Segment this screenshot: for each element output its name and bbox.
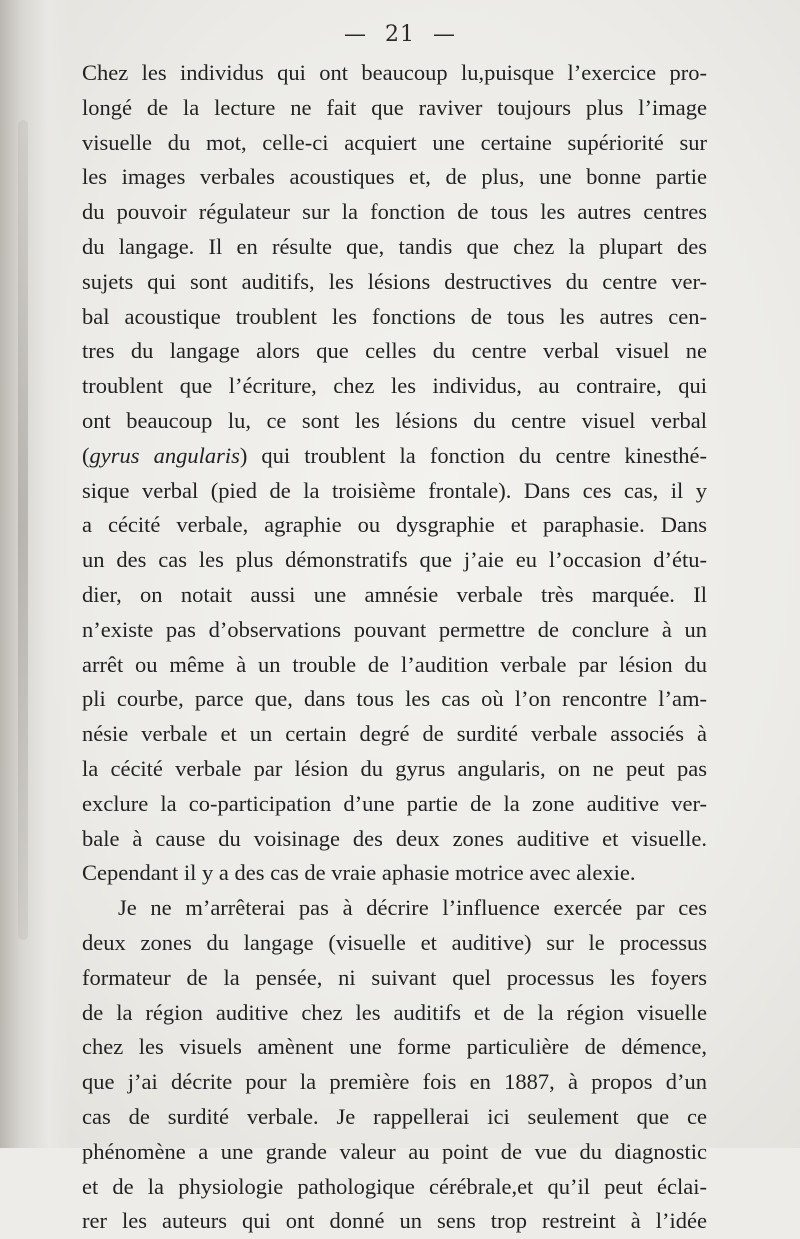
text-line: visuelle du mot, celle-ci acquiert une certaine supériorité sur xyxy=(82,129,707,155)
page-number-dash-left: — xyxy=(344,22,367,47)
text-line: du pouvoir régulateur sur la fonction de tous les autres centres xyxy=(82,199,707,225)
body-text xyxy=(82,56,707,1239)
text-line: troublent que l’écriture, chez les individus, au contraire, qui xyxy=(82,373,707,399)
text-line: les images verbales acoustiques et, de plus, une bonne partie xyxy=(82,164,707,190)
text-line: bale à cause du voisinage des deux zones auditive et visuelle. xyxy=(82,825,707,851)
text-line: de la région auditive chez les auditifs et de la région visuelle xyxy=(82,999,707,1025)
text-line: cas de surdité verbale. Je rappellerai ici seulement que ce xyxy=(82,1103,707,1129)
text-line: pli courbe, parce que, dans tous les cas où l’on rencontre l’am- xyxy=(82,686,707,712)
text-line: Cependant il y a des cas de vraie aphasie motrice avec alexie. xyxy=(82,860,636,886)
text-line: nésie verbale et un certain degré de surdité verbale associés à xyxy=(82,721,707,747)
text-line: deux zones du langage (visuelle et auditive) sur le processus xyxy=(82,929,707,955)
text-line: bal acoustique troublent les fonctions de tous les autres cen- xyxy=(82,303,707,329)
text-line: tres du langage alors que celles du centre verbal visuel ne xyxy=(82,338,707,364)
binding-strip xyxy=(18,120,28,940)
text-line: Je ne m’arrêterai pas à décrire l’influence exercée par ces xyxy=(118,895,707,921)
text-line: (gyrus angularis) qui troublent la fonction du centre kinesthé- xyxy=(82,442,708,468)
page-gutter-shadow xyxy=(0,0,70,1148)
page-number: 21 xyxy=(385,22,415,47)
text-line: sujets qui sont auditifs, les lésions destructives du centre ver- xyxy=(82,268,707,294)
text-line: a cécité verbale, agraphie ou dysgraphie et paraphasie. Dans xyxy=(82,512,707,538)
page-number-dash-right: — xyxy=(433,22,456,47)
text-line: dier, on notait aussi une amnésie verbale très marquée. Il xyxy=(82,581,707,607)
text-line: exclure la co-participation d’une partie de la zone auditive ver- xyxy=(82,790,707,816)
text-line: phénomène a une grande valeur au point de vue du diagnostic xyxy=(82,1138,707,1164)
text-line: chez les visuels amènent une forme particulière de démence, xyxy=(82,1034,707,1060)
text-line: un des cas les plus démonstratifs que j’aie eu l’occasion d’étu- xyxy=(82,547,707,573)
text-line: du langage. Il en résulte que, tandis que chez la plupart des xyxy=(82,233,707,259)
text-line: la cécité verbale par lésion du gyrus angularis, on ne peut pas xyxy=(82,755,707,781)
text-line: rer les auteurs qui ont donné un sens trop restreint à l’idée xyxy=(82,1208,707,1234)
text-line: ont beaucoup lu, ce sont les lésions du centre visuel verbal xyxy=(82,407,707,433)
text-line: formateur de la pensée, ni suivant quel processus les foyers xyxy=(82,964,707,990)
italic-term: gyrus angularis xyxy=(89,442,240,468)
text-line: longé de la lecture ne fait que raviver toujours plus l’image xyxy=(82,94,707,120)
text-line: et de la physiologie pathologique cérébrale,et qu’il peut éclai- xyxy=(82,1173,707,1199)
page-number-header xyxy=(0,22,800,47)
text-line: sique verbal (pied de la troisième frontale). Dans ces cas, il y xyxy=(82,477,707,503)
text-line: n’existe pas d’observations pouvant permettre de conclure à un xyxy=(82,616,707,642)
text-line: Chez les individus qui ont beaucoup lu,puisque l’exercice pro- xyxy=(82,60,707,85)
text-line: que j’ai décrite pour la première fois en 1887, à propos d’un xyxy=(82,1069,707,1095)
text-line: arrêt ou même à un trouble de l’audition verbale par lésion du xyxy=(82,651,707,677)
